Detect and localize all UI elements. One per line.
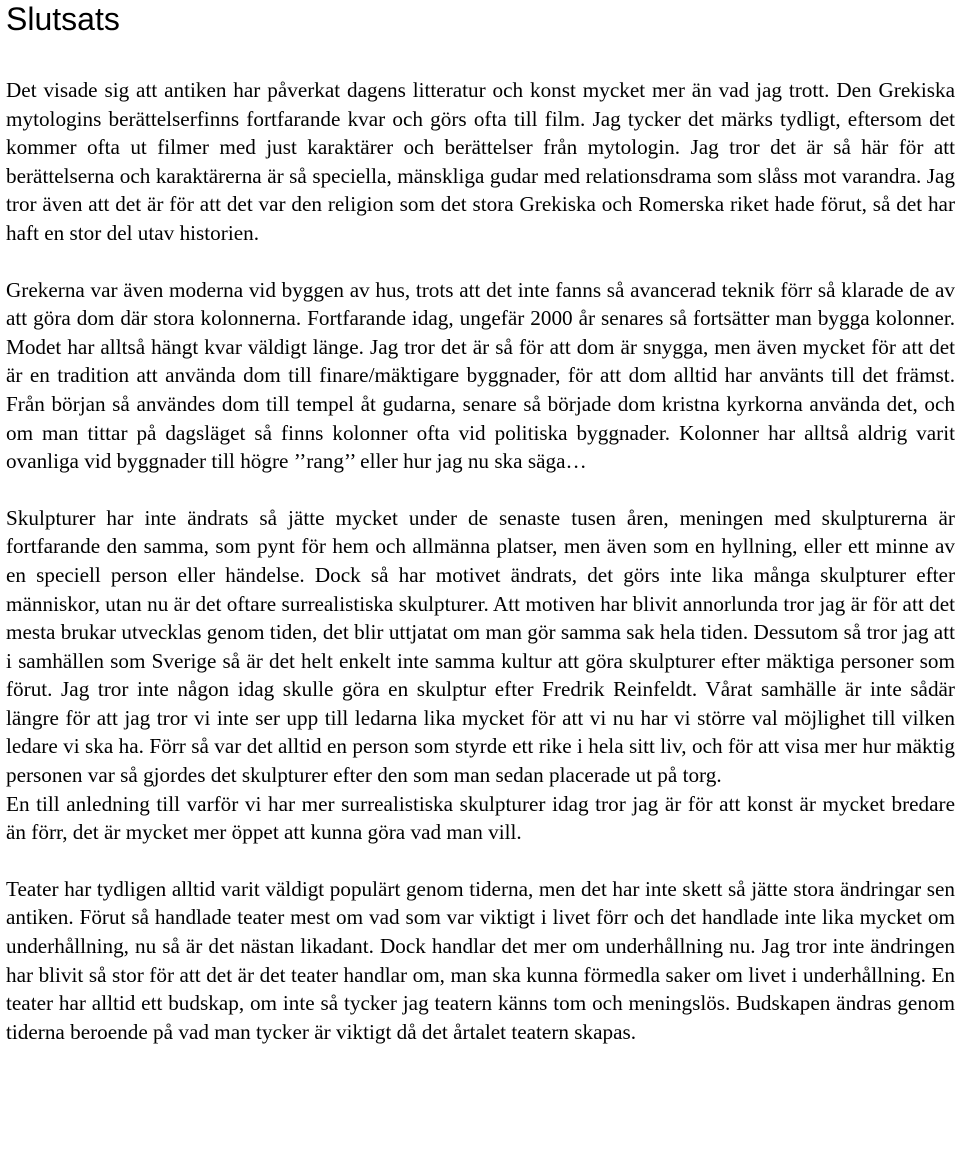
paragraph-sculptures: Skulpturer har inte ändrats så jätte mycket under de senaste tusen åren, meningen med skulpturerna är fortfarande den samma, som pynt för hem och allmänna platser, men även som en hyllning, eller ett minne av en speciell person eller händelse. Dock så har motivet ändrats, det görs inte lika många skulpturer efter människor, utan nu är det oftare surrealistiska skulpturer. Att motiven har blivit annorlunda tror jag är för att det mesta brukar utvecklas genom tiden, det blir uttjatat om man gör samma sak hela tiden. Dessutom så tror jag att i samhällen som Sverige så är det helt enkelt inte samma kultur att göra skulpturer efter mäktiga personer som förut. Jag tror inte någon idag skulle göra en skulptur efter Fredrik Reinfeldt. Vårat samhälle är inte sådär längre för att jag tror vi inte ser upp till ledarna lika mycket för att vi nu har vi större val möjlighet till vilken ledare vi ska ha. Förr så var det alltid en person som styrde ett rike i hela sitt liv, och för att visa mer hur mäktig personen var så gjordes det skulpturer efter den som man sedan placerade ut på torg. [6, 505, 955, 788]
document-page [6, 0, 955, 1046]
paragraph-architecture: Grekerna var även moderna vid byggen av hus, trots att det inte fanns så avancerad teknik förr så klarade de av att göra dom där stora kolonnerna. Fortfarande idag, ungefär 2000 år senares så fortsätter man bygga kolonner. Modet har alltså hängt kvar väldigt länge. Jag tror det är så för att dom är snygga, men även mycket för att det är en tradition att använda dom till finare/mäktigare byggnader, för att dom alltid har använts till det främst. Från början så användes dom till tempel åt gudarna, senare så började dom kristna kyrkorna använda det, och om man tittar på dagsläget så finns kolonner ofta vid politiska byggnader. Kolonner har alltså aldrig varit ovanliga vid byggnader till högre ’’rang’’ eller hur jag nu ska säga… [6, 277, 955, 474]
page-title: Slutsats [6, 1, 120, 37]
paragraph-mythology: Det visade sig att antiken har påverkat dagens litteratur och konst mycket mer än vad jag trott. Den Grekiska mytologins berättelserfinns fortfarande kvar och görs ofta till film. Jag tycker det märks tydligt, eftersom det kommer ofta ut filmer med just karaktärer och berättelser från mytologin. Jag tror det är så här för att berättelserna och karaktärerna är så speciella, mänskliga gudar med relationsdrama som slåss mot varandra. Jag tror även att det är för att det var den religion som det stora Grekiska och Romerska riket hade förut, så det har haft en stor del utav historien. [6, 78, 955, 245]
paragraph-theater: Teater har tydligen alltid varit väldigt populärt genom tiderna, men det har inte skett så jätte stora ändringar sen antiken. Förut så handlade teater mest om vad som var viktigt i livet förr och det handlade inte lika mycket om underhållning, nu så är det nästan likadant. Dock handlar det mer om underhållning nu. Jag tror inte ändringen har blivit så stor för att det är det teater handlar om, man ska kunna förmedla saker om livet i underhållning. En teater har alltid ett budskap, om inte så tycker jag teatern känns tom och meningslös. Budskapen ändras genom tiderna beroende på vad man tycker är viktigt då det årtalet teatern skapas. [6, 876, 955, 1044]
paragraph-surrealism: En till anledning till varför vi har mer surrealistiska skulpturer idag tror jag är för att konst är mycket bredare än förr, det är mycket mer öppet att kunna göra vad man vill. [6, 791, 955, 845]
